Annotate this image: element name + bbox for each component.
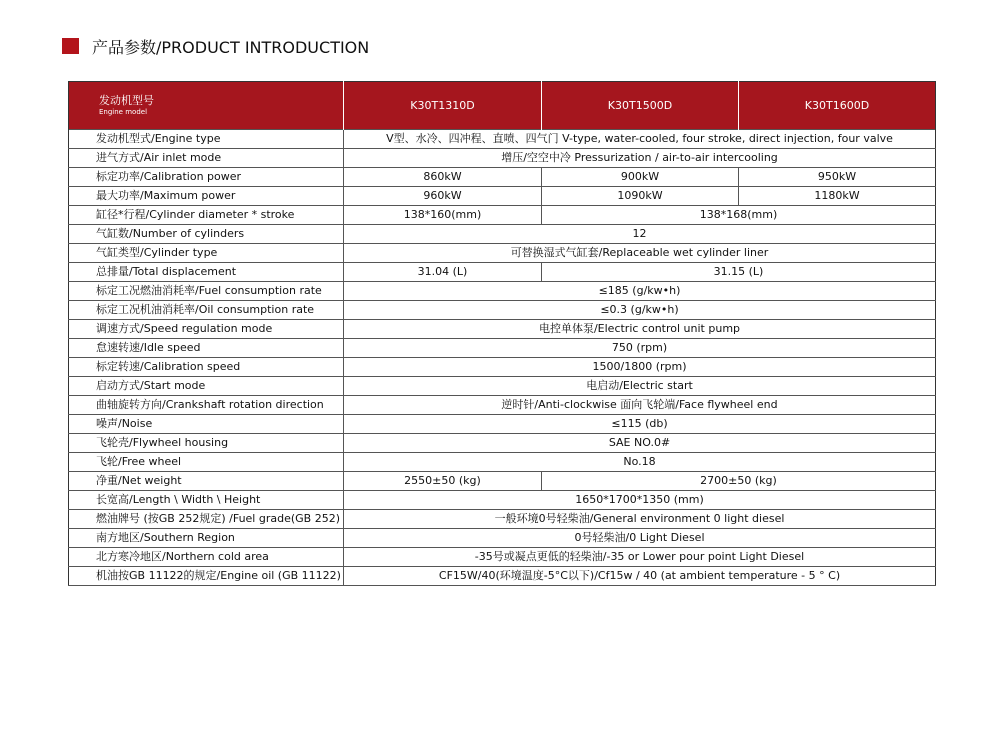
row-value: V型、水冷、四冲程、直喷、四气门 V-type, water-cooled, four stroke, direct injection, four valve — [344, 130, 936, 149]
table-row — [69, 225, 936, 244]
row-value: ≤185 (g/kw•h) — [344, 282, 936, 301]
row-value: 138*160(mm) — [344, 206, 542, 225]
row-label: 缸径*行程/Cylinder diameter * stroke — [69, 206, 344, 225]
table-row — [69, 320, 936, 339]
row-label: 燃油牌号 (按GB 252规定) /Fuel grade(GB 252) — [69, 510, 344, 529]
row-value: 860kW — [344, 168, 542, 187]
row-label: 标定工况燃油消耗率/Fuel consumption rate — [69, 282, 344, 301]
row-label: 怠速转速/Idle speed — [69, 339, 344, 358]
row-value: -35号或凝点更低的轻柴油/-35 or Lower pour point Light Diesel — [344, 548, 936, 567]
header-label-en: Engine model — [99, 108, 148, 117]
row-label: 机油按GB 11122的规定/Engine oil (GB 11122) — [69, 567, 344, 586]
table-row — [69, 244, 936, 263]
row-label: 标定工况机油消耗率/Oil consumption rate — [69, 301, 344, 320]
row-label: 总排量/Total displacement — [69, 263, 344, 282]
row-value: 31.04 (L) — [344, 263, 542, 282]
row-label: 最大功率/Maximum power — [69, 187, 344, 206]
table-row — [69, 396, 936, 415]
row-value: 0号轻柴油/0 Light Diesel — [344, 529, 936, 548]
table-row — [69, 149, 936, 168]
table-row — [69, 415, 936, 434]
row-label: 北方寒冷地区/Northern cold area — [69, 548, 344, 567]
header-model: K30T1310D — [344, 82, 542, 130]
row-value: 138*168(mm) — [542, 206, 936, 225]
table-row — [69, 548, 936, 567]
row-label: 噪声/Noise — [69, 415, 344, 434]
header-model: K30T1500D — [542, 82, 739, 130]
table-row — [69, 187, 936, 206]
table-row — [69, 263, 936, 282]
table-row — [69, 491, 936, 510]
row-value: SAE NO.0# — [344, 434, 936, 453]
row-value: 一般环境0号轻柴油/General environment 0 light diesel — [344, 510, 936, 529]
row-value: 电控单体泵/Electric control unit pump — [344, 320, 936, 339]
row-value: CF15W/40(环境温度-5°C以下)/Cf15w / 40 (at ambient temperature - 5 ° C) — [344, 567, 936, 586]
table-row — [69, 130, 936, 149]
table-row — [69, 301, 936, 320]
table-row — [69, 567, 936, 586]
square-marker-icon — [62, 38, 79, 54]
row-value: 750 (rpm) — [344, 339, 936, 358]
row-value: No.18 — [344, 453, 936, 472]
table-row — [69, 529, 936, 548]
row-value: 900kW — [542, 168, 739, 187]
row-value: 12 — [344, 225, 936, 244]
table-row — [69, 377, 936, 396]
row-label: 启动方式/Start mode — [69, 377, 344, 396]
row-value: 逆时针/Anti-clockwise 面向飞轮端/Face flywheel end — [344, 396, 936, 415]
row-value: 960kW — [344, 187, 542, 206]
spec-table — [68, 81, 936, 586]
row-value: 可替换湿式气缸套/Replaceable wet cylinder liner — [344, 244, 936, 263]
row-label: 气缸数/Number of cylinders — [69, 225, 344, 244]
table-row — [69, 434, 936, 453]
header-model: K30T1600D — [739, 82, 936, 130]
row-label: 长宽高/Length \ Width \ Height — [69, 491, 344, 510]
row-value: 增压/空空中冷 Pressurization / air-to-air intercooling — [344, 149, 936, 168]
row-value: 31.15 (L) — [542, 263, 936, 282]
row-value: 950kW — [739, 168, 936, 187]
row-label: 南方地区/Southern Region — [69, 529, 344, 548]
row-label: 净重/Net weight — [69, 472, 344, 491]
table-row — [69, 453, 936, 472]
row-value: 1650*1700*1350 (mm) — [344, 491, 936, 510]
row-value: 1180kW — [739, 187, 936, 206]
table-row — [69, 358, 936, 377]
row-value: ≤0.3 (g/kw•h) — [344, 301, 936, 320]
section-title: 产品参数/PRODUCT INTRODUCTION — [92, 37, 370, 57]
table-row — [69, 168, 936, 187]
row-label: 气缸类型/Cylinder type — [69, 244, 344, 263]
table-body — [69, 130, 936, 586]
row-label: 标定功率/Calibration power — [69, 168, 344, 187]
row-value: 2700±50 (kg) — [542, 472, 936, 491]
table-header-row — [69, 82, 936, 130]
header-label-cn: 发动机型号 — [99, 94, 154, 108]
row-value: 电启动/Electric start — [344, 377, 936, 396]
row-label: 标定转速/Calibration speed — [69, 358, 344, 377]
row-value: 1500/1800 (rpm) — [344, 358, 936, 377]
row-label: 发动机型式/Engine type — [69, 130, 344, 149]
section-heading — [62, 34, 369, 58]
row-value: ≤115 (db) — [344, 415, 936, 434]
row-value: 1090kW — [542, 187, 739, 206]
table-row — [69, 339, 936, 358]
table-row — [69, 472, 936, 491]
header-engine-model — [69, 82, 344, 130]
row-label: 飞轮/Free wheel — [69, 453, 344, 472]
table-row — [69, 206, 936, 225]
table-row — [69, 510, 936, 529]
row-label: 调速方式/Speed regulation mode — [69, 320, 344, 339]
table-row — [69, 282, 936, 301]
row-label: 进气方式/Air inlet mode — [69, 149, 344, 168]
row-label: 曲轴旋转方向/Crankshaft rotation direction — [69, 396, 344, 415]
row-value: 2550±50 (kg) — [344, 472, 542, 491]
row-label: 飞轮壳/Flywheel housing — [69, 434, 344, 453]
